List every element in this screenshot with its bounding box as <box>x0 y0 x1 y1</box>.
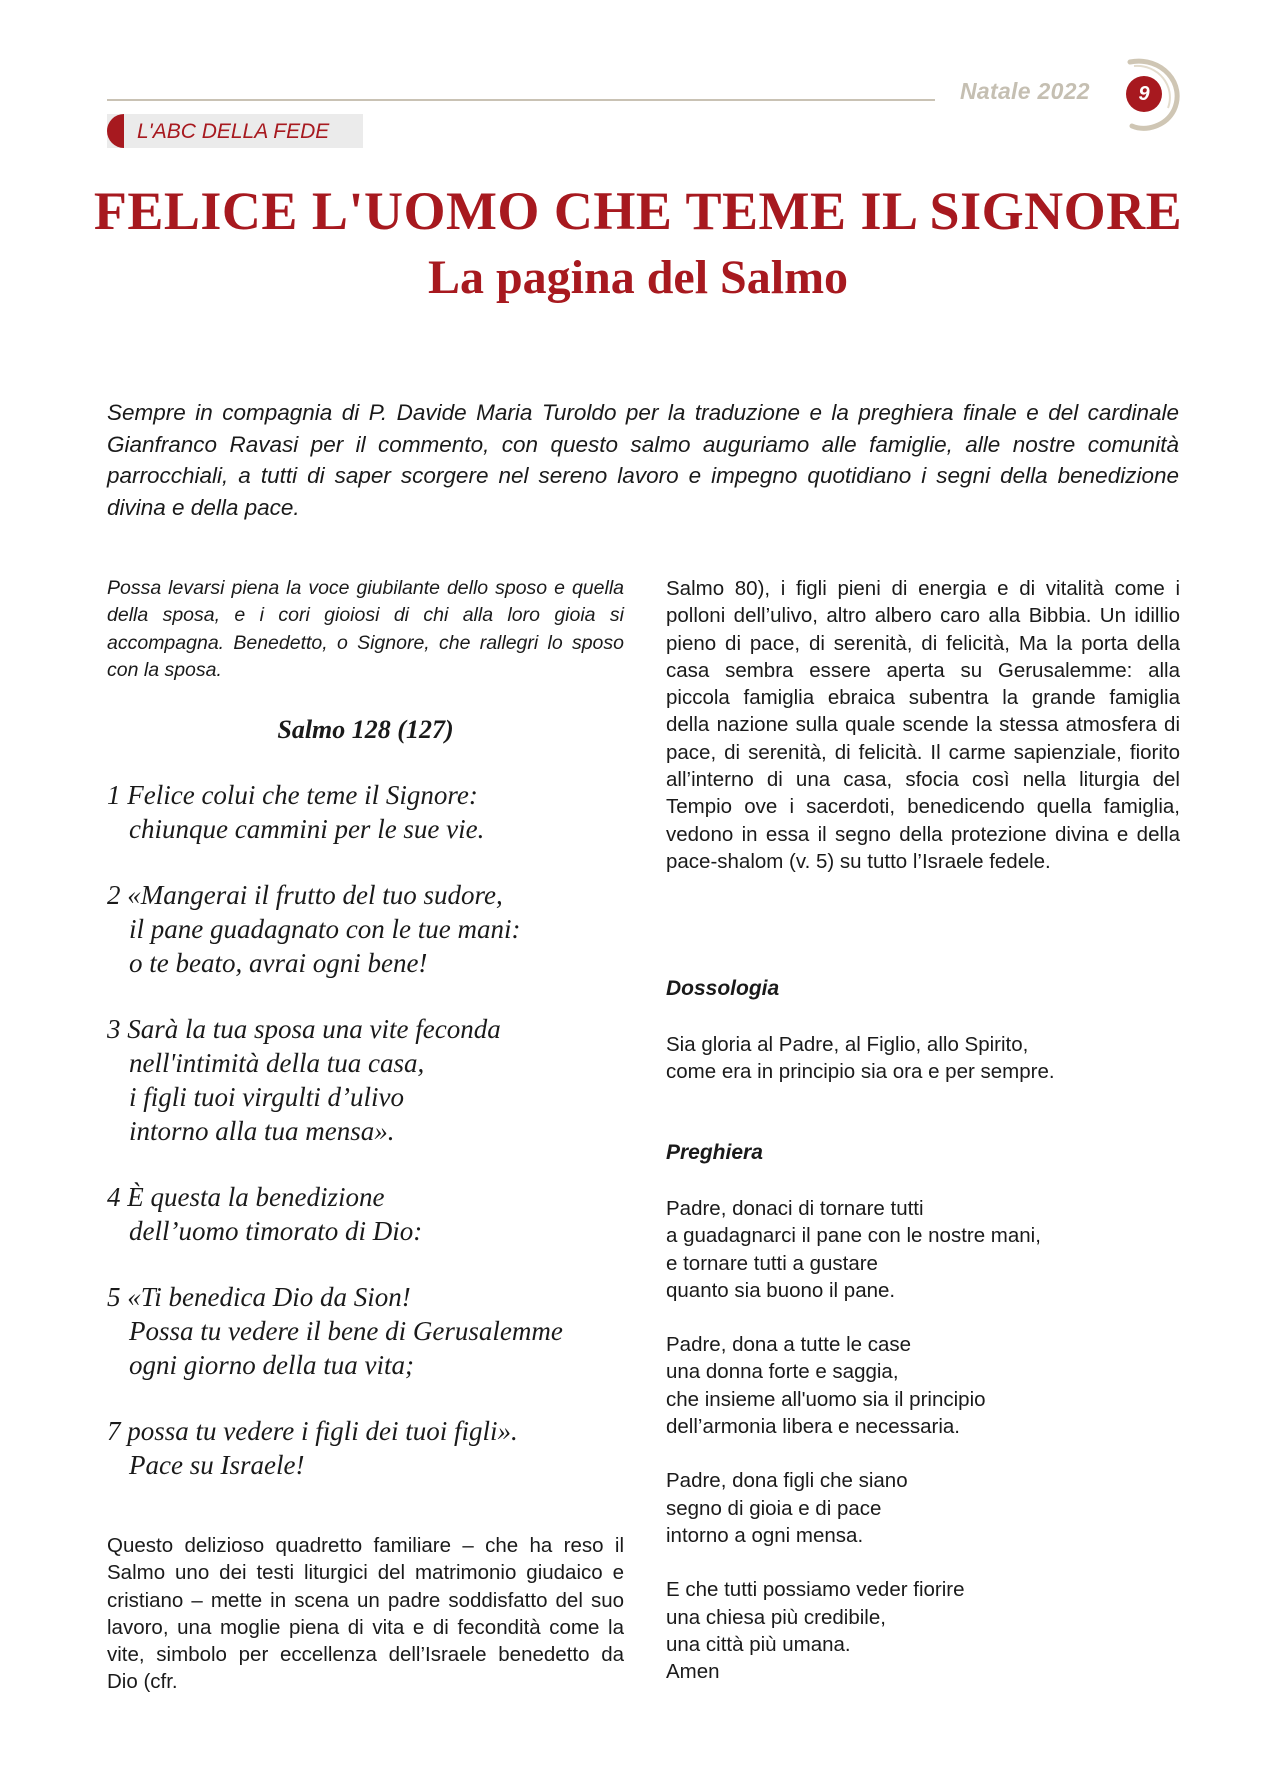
psalm-verse-line: Possa tu vedere il bene di Gerusalemme <box>129 1316 563 1346</box>
psalm-verses <box>107 778 624 1514</box>
commentary-paragraph: Questo delizioso quadretto familiare – che ha reso il Salmo uno dei testi liturgici del matrimonio giudaico e cristiano – mette in scena un padre soddisfatto del suo lavoro, una moglie piena di vita e di fecondità come la vite, simbolo per eccellenza dell’Israele benedetto da Dio (cfr. <box>107 1534 624 1694</box>
prayer-line: e tornare tutti a gustare <box>666 1251 878 1275</box>
psalm-stanza <box>107 878 624 980</box>
doxology-text <box>666 1031 1180 1086</box>
prayer-stanza <box>666 1467 1180 1549</box>
section-tag-label: L'ABC DELLA FEDE <box>137 120 330 143</box>
prayer-line: una città più umana. <box>666 1632 851 1656</box>
prayer-line: Padre, donaci di tornare tutti <box>666 1197 924 1220</box>
psalm-title: Salmo 128 (127) <box>277 715 454 744</box>
prayer-line: a guadagnarci il pane con le nostre mani, <box>666 1224 1041 1248</box>
prayer-line: che insieme all'uomo sia il principio <box>666 1387 986 1411</box>
page-number: 9 <box>1126 76 1162 112</box>
psalm-stanza <box>107 1414 624 1482</box>
section-tag-marker <box>107 114 124 148</box>
page-title: FELICE L'UOMO CHE TEME IL SIGNORE <box>93 181 1183 241</box>
prayer-line: quanto sia buono il pane. <box>666 1278 896 1302</box>
right-column <box>666 575 1180 1684</box>
intro-paragraph: Sempre in compagnia di P. Davide Maria Turoldo per la traduzione e la preghiera finale e del cardinale Gianfranco Ravasi per il commento, con questo salmo auguriamo alle famiglie, alle nostre comunità parrocchiali, a tutti di saper scorgere nel sereno lavoro e impegno quotidiano i segni della benedizione divina e della pace. <box>107 400 1179 520</box>
psalm-verse-line: intorno alla tua mensa». <box>129 1116 395 1146</box>
prayer-line: Padre, dona a tutte le case <box>666 1333 912 1357</box>
psalm-verse-line: il pane guadagnato con le tue mani: <box>129 914 521 944</box>
psalm-verse-line: chiunque cammini per le sue vie. <box>129 814 485 844</box>
prayer-heading: Preghiera <box>666 1141 763 1164</box>
doxology-line: Sia gloria al Padre, al Figlio, allo Spirito, <box>666 1033 1029 1056</box>
psalm-verse-line: 2 «Mangerai il frutto del tuo sudore, <box>107 880 503 910</box>
section-tag <box>107 114 363 148</box>
psalm-verse-line: dell’uomo timorato di Dio: <box>129 1216 423 1246</box>
prayer-line: E che tutti possiamo veder fiorire <box>666 1578 965 1602</box>
epigraph: Possa levarsi piena la voce giubilante dello sposo e quella della sposa, e i cori gioiosi di chi alla loro gioia si accompagna. Benedetto, o Signore, che rallegri lo sposo con la sposa. <box>107 577 624 681</box>
left-column <box>107 575 624 1694</box>
prayer-line: Padre, dona figli che siano <box>666 1469 908 1493</box>
header-rule <box>107 99 935 101</box>
psalm-stanza <box>107 1280 624 1382</box>
prayer-stanza <box>666 1576 1180 1685</box>
prayer-line: una donna forte e saggia, <box>666 1360 899 1384</box>
prayer-line: segno di gioia e di pace <box>666 1496 882 1520</box>
prayer-stanza <box>666 1195 1180 1304</box>
psalm-verse-line: nell'intimità della tua casa, <box>129 1048 425 1078</box>
psalm-verse-line: i figli tuoi virgulti d’ulivo <box>129 1082 404 1112</box>
issue-label: Natale 2022 <box>960 78 1090 104</box>
psalm-stanza <box>107 1180 624 1248</box>
psalm-stanza <box>107 778 624 846</box>
psalm-verse-line: 7 possa tu vedere i figli dei tuoi figli». <box>107 1416 518 1446</box>
psalm-verse-line: Pace su Israele! <box>129 1450 305 1480</box>
prayer-line: una chiesa più credibile, <box>666 1605 886 1629</box>
psalm-verse-line: 1 Felice colui che teme il Signore: <box>107 780 478 810</box>
psalm-verse-line: o te beato, avrai ogni bene! <box>129 948 428 978</box>
page-subtitle: La pagina del Salmo <box>427 251 849 304</box>
prayer-line: dell’armonia libera e necessaria. <box>666 1415 960 1439</box>
psalm-stanza <box>107 1012 624 1148</box>
psalm-verse-line: 4 È questa la benedizione <box>107 1182 385 1212</box>
doxology-line: come era in principio sia ora e per sempre. <box>666 1060 1055 1084</box>
prayer-text <box>666 1195 1180 1685</box>
prayer-line: Amen <box>666 1660 720 1684</box>
commentary-continuation: Salmo 80), i figli pieni di energia e di vitalità come i polloni dell’ulivo, altro albero caro alla Bibbia. Un idillio pieno di pace, di serenità, di felicità, Ma la porta della casa sembra essere aperta su Gerusalemme: alla piccola famiglia ebraica subentra la grande famiglia della nazione sulla quale scende la stessa atmosfera di pace, di serenità, di felicità. Il carme sapienziale, fiorito all’interno di una casa, sfocia così nella liturgia del Tempio ove i sacerdoti, benedicendo quella famiglia, vedono in essa il segno della protezione divina e della pace-shalom (v. 5) su tutto l’Israele fedele. <box>666 577 1180 873</box>
doxology-heading: Dossologia <box>666 977 780 1000</box>
psalm-verse-line: 5 «Ti benedica Dio da Sion! <box>107 1282 411 1312</box>
prayer-line: intorno a ogni mensa. <box>666 1523 864 1547</box>
psalm-verse-line: 3 Sarà la tua sposa una vite feconda <box>107 1014 501 1044</box>
prayer-stanza <box>666 1331 1180 1440</box>
psalm-verse-line: ogni giorno della tua vita; <box>129 1350 414 1380</box>
